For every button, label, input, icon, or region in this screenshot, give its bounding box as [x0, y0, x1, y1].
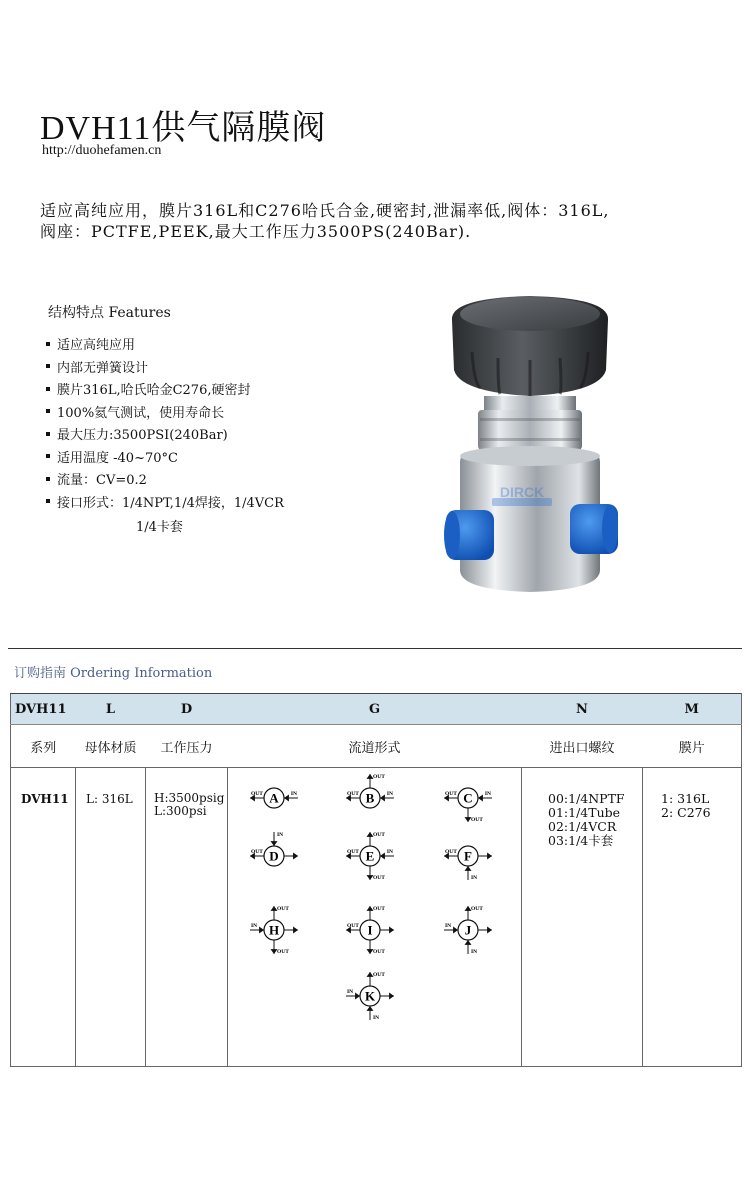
code-material: L [76, 694, 146, 725]
flow-symbol-f [444, 846, 492, 881]
flow-arrowhead [293, 927, 298, 934]
feature-item: 适应高纯应用 [46, 336, 284, 359]
ordering-table [10, 693, 742, 1067]
material-value: L: 316L [76, 768, 146, 1067]
pressure-options [146, 768, 228, 1067]
flow-letter: J [464, 922, 472, 938]
intro-line-2: 阀座：PCTFE,PEEK,最大工作压力3500PS(240Bar). [40, 222, 472, 241]
flow-letter: C [463, 790, 473, 806]
flow-symbol-j [444, 906, 492, 955]
feature-item: 适用温度 -40~70°C [46, 449, 284, 472]
bullet-icon [46, 432, 50, 436]
flow-letter: K [364, 988, 376, 1004]
flow-port-label: IN [471, 875, 478, 881]
label-thread: 进出口螺纹 [522, 725, 643, 768]
thread-option: 03:1/4卡套 [548, 833, 614, 848]
flow-symbol-b [346, 774, 394, 808]
flow-port-label: OUT [373, 949, 385, 955]
svg-text:DIRCK: DIRCK [499, 484, 545, 500]
thread-option: 01:1/4Tube [548, 805, 621, 820]
flow-port-label: OUT [471, 817, 483, 823]
code-thread: N [522, 694, 643, 725]
flow-port-label: OUT [373, 774, 385, 780]
flow-letter: E [365, 848, 375, 864]
flow-arrowhead [367, 1006, 374, 1011]
label-pressure: 工作压力 [146, 725, 228, 768]
flow-letter: H [268, 922, 280, 938]
left-port-cap [444, 510, 494, 560]
bullet-icon [46, 409, 50, 413]
ordering-heading: 订购指南 Ordering Information [14, 666, 213, 681]
feature-item: 最大压力:3500PSI(240Bar) [46, 426, 284, 449]
bullet-icon [46, 364, 50, 368]
right-port-cap [570, 504, 618, 554]
code-diaphragm: M [643, 694, 742, 725]
label-series: 系列 [11, 725, 76, 768]
thread-options [522, 768, 643, 1067]
code-series: DVH11 [11, 694, 76, 725]
flow-port-label: IN [445, 923, 452, 929]
flow-symbol-k [346, 972, 394, 1021]
flow-arrowhead [284, 795, 289, 802]
flow-port-label: IN [373, 1015, 380, 1021]
pressure-option: H:3500psig [154, 791, 225, 805]
code-row [11, 694, 742, 725]
flow-arrowhead [380, 853, 385, 860]
website-url[interactable]: http://duohefamen.cn [42, 143, 162, 158]
flow-port-label: OUT [277, 906, 289, 912]
flow-arrowhead [389, 927, 394, 934]
flow-port-label: OUT [373, 972, 385, 978]
bullet-icon [46, 342, 50, 346]
pressure-option: L:300psi [154, 804, 207, 818]
feature-item: 内部无弹簧设计 [46, 359, 284, 382]
bullet-icon [46, 387, 50, 391]
flow-arrowhead [478, 795, 483, 802]
flow-port-label: OUT [373, 832, 385, 838]
page-title: DVH11供气隔膜阀 [40, 110, 327, 147]
flow-arrowhead [355, 993, 360, 1000]
flow-symbol-h [250, 906, 298, 955]
feature-item: 100%氦气测试，使用寿命长 [46, 404, 284, 427]
flow-arrowhead [389, 993, 394, 1000]
flow-arrowhead [487, 853, 492, 860]
flow-port-label: IN [251, 923, 258, 929]
flow-arrowhead [293, 853, 298, 860]
flow-port-label: IN [277, 832, 284, 838]
flow-arrowhead [259, 927, 264, 934]
series-value: DVH11 [11, 768, 76, 1067]
feature-item: 流量：CV=0.2 [46, 471, 284, 494]
section-divider [8, 648, 742, 649]
feature-item-continuation: 1/4卡套 [136, 520, 183, 535]
flow-letter: F [464, 848, 472, 864]
label-material: 母体材质 [76, 725, 146, 768]
flow-port-label: OUT [347, 791, 359, 797]
flow-symbol-d [250, 832, 298, 866]
flow-port-label: OUT [373, 875, 385, 881]
label-flow: 流道形式 [228, 725, 522, 768]
feature-item: 接口形式：1/4NPT,1/4焊接，1/4VCR [46, 494, 284, 517]
flow-arrowhead [380, 795, 385, 802]
flow-symbol-e [346, 832, 394, 881]
flow-symbol-c [444, 788, 492, 823]
flow-port-label: OUT [445, 849, 457, 855]
bullet-icon [46, 499, 50, 503]
thread-option: 00:1/4NPTF [548, 791, 625, 806]
flow-port-label: OUT [373, 906, 385, 912]
code-flow: G [228, 694, 522, 725]
diaphragm-options [643, 768, 742, 1067]
label-row [11, 725, 742, 768]
features-list [46, 336, 284, 516]
flow-port-label: IN [290, 791, 297, 797]
features-heading: 结构特点 Features [48, 305, 171, 321]
thread-option: 02:1/4VCR [548, 819, 617, 834]
flow-port-label: OUT [347, 923, 359, 929]
flow-port-label: OUT [445, 791, 457, 797]
intro-line-1: 适应高纯应用，膜片316L和C276哈氏合金,硬密封,泄漏率低,阀体：316L, [40, 201, 610, 220]
flow-port-label: OUT [251, 791, 263, 797]
flow-port-label: OUT [277, 949, 289, 955]
code-pressure: D [146, 694, 228, 725]
option-row [11, 768, 742, 1067]
flow-port-label: OUT [251, 849, 263, 855]
flow-port-label: IN [386, 849, 393, 855]
watermark-logo [492, 484, 552, 506]
flow-arrowhead [465, 866, 472, 871]
flow-port-label: OUT [347, 849, 359, 855]
flow-port-label: IN [484, 791, 491, 797]
flow-port-label: IN [386, 791, 393, 797]
flow-arrowhead [487, 927, 492, 934]
flow-letter: D [269, 848, 279, 864]
intro-paragraph [40, 200, 730, 242]
flow-symbol-a [250, 788, 298, 808]
feature-item: 膜片316L,哈氏哈金C276,硬密封 [46, 381, 284, 404]
flow-letter: A [269, 790, 279, 806]
diaphragm-option: 1: 316L [661, 791, 710, 806]
flow-symbol-i [346, 906, 394, 955]
label-diaphragm: 膜片 [643, 725, 742, 768]
diaphragm-option: 2: C276 [661, 805, 711, 820]
valve-product-image [440, 292, 620, 602]
flow-arrowhead [465, 940, 472, 945]
flow-letter: I [367, 922, 373, 938]
flow-arrowhead [271, 841, 278, 846]
bullet-icon [46, 454, 50, 458]
flow-options [228, 768, 522, 1067]
flow-symbols-grid [228, 768, 522, 1042]
flow-letter: B [365, 790, 375, 806]
flow-port-label: OUT [471, 906, 483, 912]
flow-port-label: IN [471, 949, 478, 955]
flow-arrowhead [453, 927, 458, 934]
flow-port-label: IN [347, 989, 354, 995]
bullet-icon [46, 477, 50, 481]
